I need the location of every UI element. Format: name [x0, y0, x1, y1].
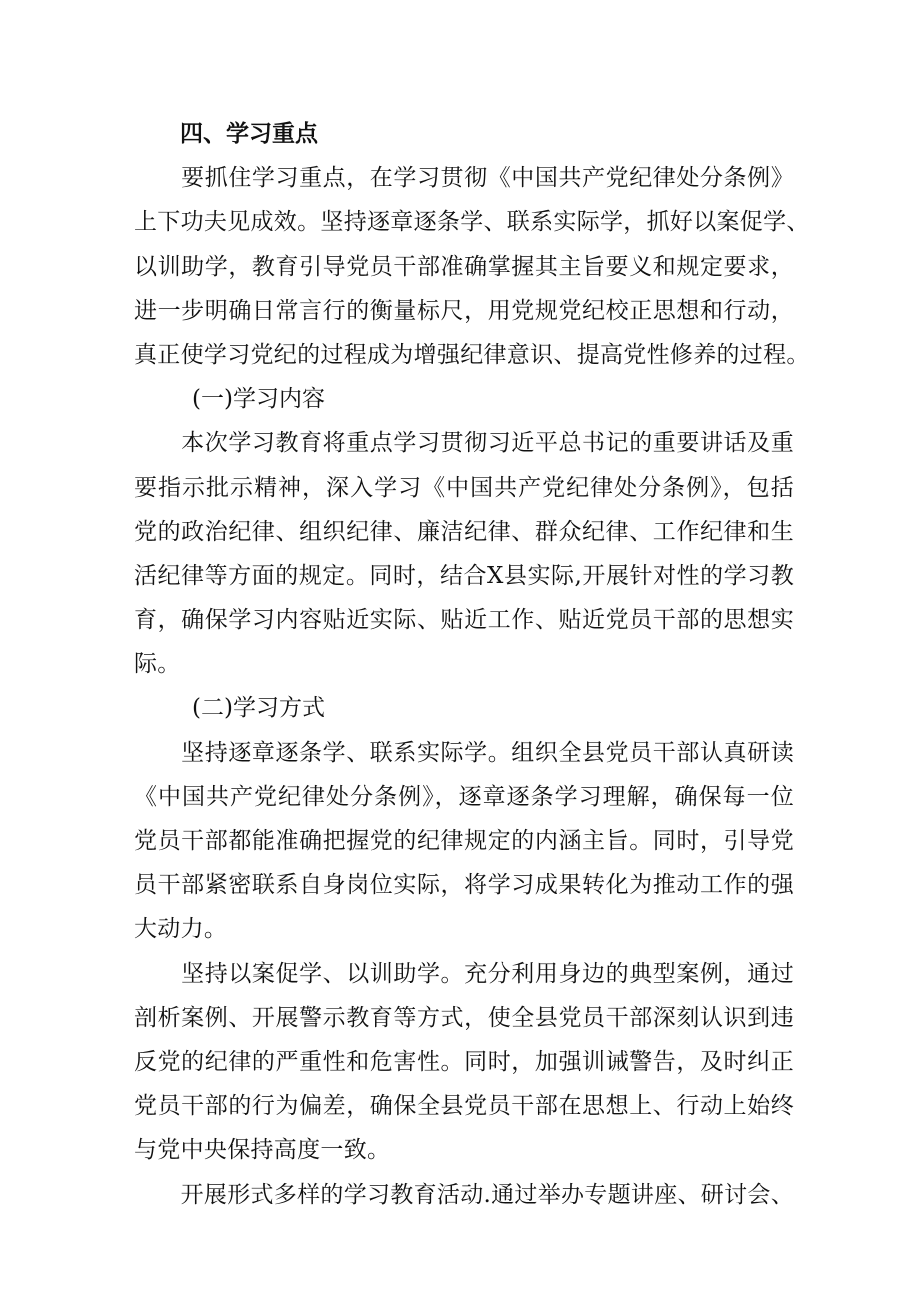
subheading-method: (二)学习方式 — [192, 695, 325, 722]
text-line: 活纪律等方面的规定。同时，结合X县实际,开展针对性的学习教 — [134, 562, 794, 589]
text-line: 反党的纪律的严重性和危害性。同时，加强训诫警告，及时纠正 — [134, 1048, 794, 1075]
text-line: 要抓住学习重点，在学习贯彻《中国共产党纪律处分条例》 — [134, 165, 794, 192]
text-line: 大动力。 — [134, 916, 228, 943]
document-body — [134, 112, 810, 1217]
text-line: 育，确保学习内容贴近实际、贴近工作、贴近党员干部的思想实 — [134, 607, 794, 634]
text-line: 坚持逐章逐条学、联系实际学。组织全县党员干部认真研读 — [134, 739, 794, 766]
intro-paragraph — [134, 156, 810, 377]
text-line: 与党中央保持高度一致。 — [134, 1137, 391, 1164]
method-paragraph-1 — [134, 731, 794, 952]
text-line: 上下功夫见成效。坚持逐章逐条学、联系实际学，抓好以案促学、 — [134, 209, 810, 236]
text-line: 党的政治纪律、组织纪律、廉洁纪律、群众纪律、工作纪律和生 — [134, 518, 794, 545]
text-line: 以训助学，教育引导党员干部准确掌握其主旨要义和规定要求， — [134, 253, 794, 280]
text-line: 党员干部的行为偏差，确保全县党员干部在思想上、行动上始终 — [134, 1093, 794, 1120]
text-line: 剖析案例、开展警示教育等方式，使全县党员干部深刻认识到违 — [134, 1004, 794, 1031]
subheading-content: (一)学习内容 — [192, 386, 325, 413]
text-line: 党员干部都能准确把握党的纪律规定的内涵主旨。同时，引导党 — [134, 828, 794, 854]
text-line: 开展形式多样的学习教育活动.通过举办专题讲座、研讨会、 — [134, 1181, 795, 1208]
text-line: 本次学习教育将重点学习贯彻习近平总书记的重要讲话及重 — [134, 430, 794, 457]
method-paragraph-3 — [134, 1173, 794, 1217]
text-line: 进一步明确日常言行的衡量标尺，用党规党纪校正思想和行动， — [134, 297, 794, 324]
text-line: 际。 — [134, 651, 181, 678]
section-heading: 四、学习重点 — [180, 121, 318, 147]
text-line: 员干部紧密联系自身岗位实际，将学习成果转化为推动工作的强 — [134, 872, 794, 899]
method-paragraph-2 — [134, 952, 794, 1173]
text-line: 真正使学习党纪的过程成为增强纪律意识、提高党性修养的过程。 — [134, 341, 810, 368]
content-paragraph — [134, 421, 794, 686]
text-line: 《中国共产党纪律处分条例》，逐章逐条学习理解，确保每一位 — [134, 783, 794, 810]
text-line: 要指示批示精神，深入学习《中国共产党纪律处分条例》，包括 — [134, 474, 794, 501]
text-line: 坚持以案促学、以训助学。充分利用身边的典型案例，通过 — [134, 960, 794, 987]
